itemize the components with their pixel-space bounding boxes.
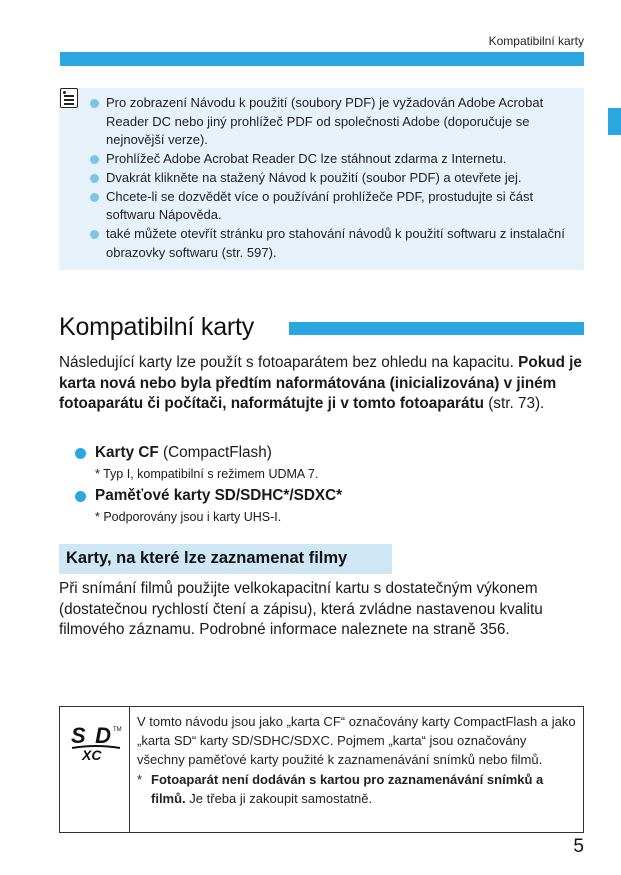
running-header: Kompatibilní karty <box>488 34 584 48</box>
sd-note-tail: Je třeba ji zakoupit samostatně. <box>185 791 373 806</box>
sd-logo-tm: TM <box>113 727 122 733</box>
card-item-sd <box>75 486 575 526</box>
subheading-title: Karty, na které lze zaznamenat filmy <box>66 549 348 567</box>
intro-paragraph <box>59 353 599 415</box>
note-item: Dvakrát klikněte na stažený Návod k použití (soubor PDF) a otevřete jej. <box>90 169 580 188</box>
intro-bold: Pokud je karta nová nebo byla předtím naformátována (inicializována) v jiném fotoaparátu či počítači, naformátujte ji v tomto fotoaparátu <box>59 354 582 413</box>
movie-paragraph: Při snímání filmů použijte velkokapacitní kartu s dostatečným výkonem (dostatečnou rychlostí čtení a zápisu), která zvládne nastavenou kvalitu filmového záznamu. Podrobné informace naleznete na straně 356. <box>59 580 543 639</box>
card-note: * Podporovány jsou i karty UHS-I. <box>95 510 282 524</box>
section-title-bar <box>289 322 584 335</box>
chapter-tab <box>608 108 621 135</box>
header-bar <box>60 52 584 66</box>
sd-note-bold: Fotoaparát není dodáván s kartou pro zaznamenávání snímků a filmů. <box>151 772 544 806</box>
sdxc-logo-icon <box>68 722 124 762</box>
sd-note-star <box>137 770 577 808</box>
sd-logo-bottom: XC <box>82 747 102 762</box>
sd-note-body: V tomto návodu jsou jako „karta CF“ označovány karty CompactFlash a jako „karta SD“ karty SD/SDHC/SDXC. Pojmem „karta“ jsou označovány všechny paměťové karty použité k zaznamenávání snímků nebo filmů. <box>137 714 576 767</box>
card-name: Karty CF <box>95 444 159 461</box>
sd-note-text <box>137 712 577 808</box>
sd-note-divider <box>129 706 130 833</box>
note-item: Prohlížeč Adobe Acrobat Reader DC lze stáhnout zdarma z Internetu. <box>90 150 580 169</box>
card-name: Paměťové karty SD/SDHC*/SDXC* <box>95 487 343 504</box>
note-list <box>90 94 580 262</box>
note-item: také můžete otevřít stránku pro stahování návodů k použití softwaru z instalační obrazovky softwaru (str. 597). <box>90 225 580 262</box>
note-item: Chcete-li se dozvědět více o používání prohlížeče PDF, prostudujte si část softwaru Nápověda. <box>90 188 580 225</box>
card-item-cf <box>75 443 575 483</box>
card-detail: (CompactFlash) <box>158 444 272 461</box>
star-mark: * <box>137 772 143 787</box>
section-title: Kompatibilní karty <box>59 313 255 341</box>
note-icon <box>60 88 78 108</box>
card-note: * Typ I, kompatibilní s režimem UDMA 7. <box>95 467 319 481</box>
sd-logo-top: SD <box>71 723 111 748</box>
page-number: 5 <box>573 836 584 857</box>
intro-tail: (str. 73). <box>483 395 545 413</box>
note-item: Pro zobrazení Návodu k použití (soubory PDF) je vyžadován Adobe Acrobat Reader DC nebo jiný prohlížeč PDF od společnosti Adobe (doporučuje se nejnovější verze). <box>90 94 580 150</box>
card-list <box>75 443 575 526</box>
intro-plain: Následující karty lze použít s fotoaparátem bez ohledu na kapacitu. <box>59 354 519 371</box>
